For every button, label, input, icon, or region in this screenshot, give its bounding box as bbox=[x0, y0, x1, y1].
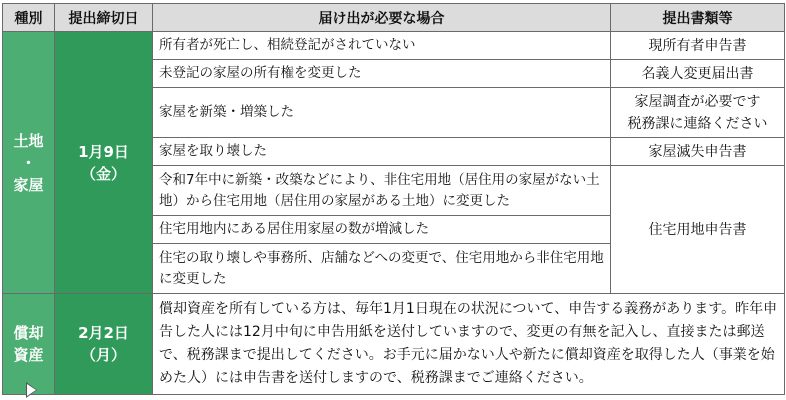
type-label-line2: 資産 bbox=[13, 346, 44, 364]
table-row bbox=[3, 294, 785, 395]
case-cell: 令和7年中に新築・改築などにより、非住宅用地（居住用の家屋がない土地）から住宅用地（居住用の家屋がある土地）に変更した bbox=[153, 166, 611, 216]
case-cell: 家屋を新築・増築した bbox=[153, 88, 611, 138]
document-cell-residential-land: 住宅用地申告書 bbox=[611, 166, 785, 294]
deadline-weekday: （月） bbox=[80, 346, 126, 364]
document-note-line1: 家屋調査が必要です bbox=[634, 93, 761, 110]
header-deadline: 提出締切日 bbox=[55, 4, 153, 32]
type-label-line1: 償却 bbox=[13, 324, 44, 342]
case-cell: 住宅用地内にある居住用家屋の数が増減した bbox=[153, 216, 611, 244]
deadline-date: 2月2日 bbox=[78, 324, 129, 342]
deadline-land-building bbox=[55, 32, 153, 294]
cursor-arrow-icon bbox=[27, 384, 36, 396]
deadline-depreciable-assets bbox=[55, 294, 153, 395]
header-case: 届け出が必要な場合 bbox=[153, 4, 611, 32]
filing-requirements-table bbox=[2, 3, 785, 395]
type-land-building bbox=[3, 32, 55, 294]
type-depreciable-assets bbox=[3, 294, 55, 395]
table-row bbox=[3, 32, 785, 60]
document-cell: 名義人変更届出書 bbox=[611, 60, 785, 88]
document-cell: 現所有者申告書 bbox=[611, 32, 785, 60]
type-label-line1: 土地 bbox=[13, 131, 44, 150]
case-cell: 所有者が死亡し、相続登記がされていない bbox=[153, 32, 611, 60]
document-cell: 家屋滅失申告書 bbox=[611, 138, 785, 166]
case-cell: 家屋を取り壊した bbox=[153, 138, 611, 166]
header-documents: 提出書類等 bbox=[611, 4, 785, 32]
case-cell: 住宅の取り壊しや事務所、店舗などへの変更で、住宅用地から非住宅用地に変更した bbox=[153, 244, 611, 294]
depreciable-assets-description: 償却資産を所有している方は、毎年1月1日現在の状況について、申告する義務があります。昨年申告した人には12月中旬に申告用紙を送付していますので、変更の有無を記入し、直接または郵送で、税務課まで提出してください。お手元に届かない人や新たに償却資産を取得した人（事業を始めた人）には申告書を送付しますので、税務課までご連絡ください。 bbox=[153, 294, 785, 395]
type-label-dot: ・ bbox=[20, 153, 36, 172]
header-type: 種別 bbox=[3, 4, 55, 32]
document-cell bbox=[611, 88, 785, 138]
case-cell: 未登記の家屋の所有権を変更した bbox=[153, 60, 611, 88]
deadline-weekday: （金） bbox=[80, 164, 126, 183]
deadline-date: 1月9日 bbox=[78, 142, 129, 161]
header-row bbox=[3, 4, 785, 32]
type-label-line2: 家屋 bbox=[13, 175, 44, 194]
document-note-line2: 税務課に連絡ください bbox=[627, 115, 768, 132]
